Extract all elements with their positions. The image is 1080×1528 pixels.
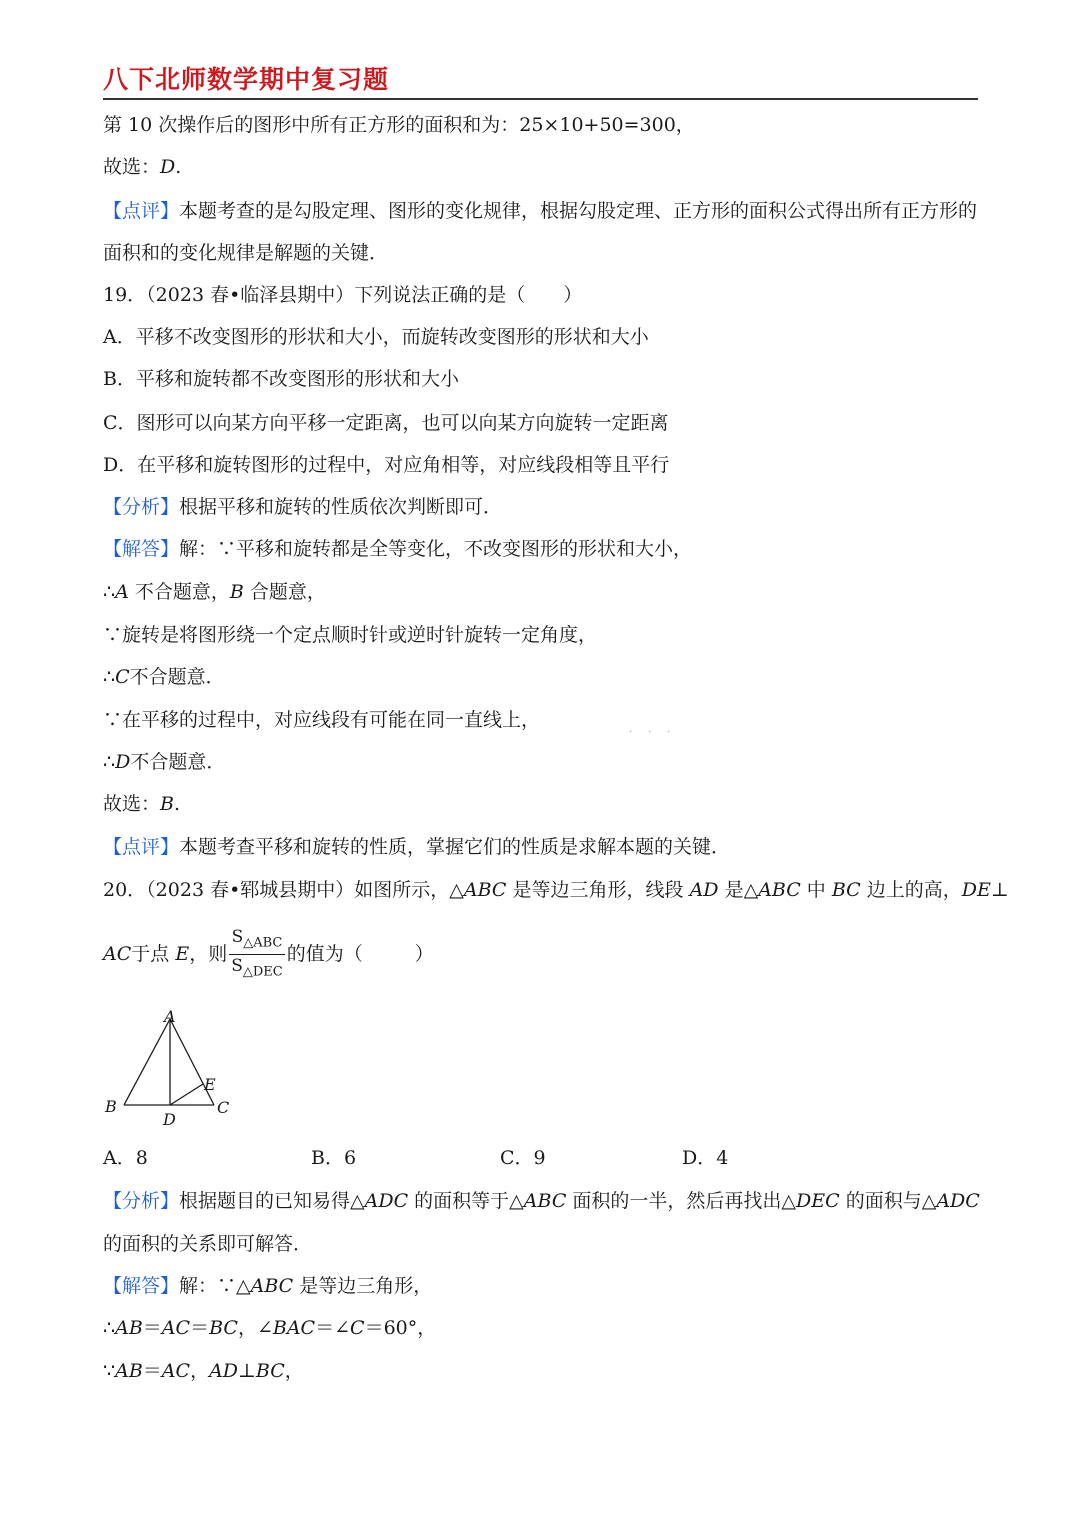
text-line: ∴D不合题意． [103,751,226,773]
segment-de [170,1084,203,1105]
analysis-tag: 【分析】 [103,1190,180,1212]
solution-line: 【解答】解：∵平移和旋转都是全等变化，不改变图形的形状和大小， [103,538,693,560]
comment-line: 【点评】本题考查平移和旋转的性质，掌握它们的性质是求解本题的关键． [103,836,731,858]
text-line: ∴A 不合题意，B 合题意， [103,581,326,603]
q20-option-a: A．8 [103,1147,148,1169]
q19-option-c: C．图形可以向某方向平移一定距离，也可以向某方向旋转一定距离 [103,412,669,434]
comment-line: 【点评】本题考查的是勾股定理、图形的变化规律，根据勾股定理、正方形的面积公式得出所有正方形的 [103,200,978,222]
answer-line: 故选：B. [103,793,181,815]
question-20: 20．（2023 春•郓城县期中）如图所示，△ABC 是等边三角形，线段 AD 是△ABC 中 BC 边上的高，DE⊥ [103,879,1009,901]
solution-line: 【解答】解：∵△ABC 是等边三角形， [103,1275,433,1297]
question-19: 19．（2023 春•临泽县期中）下列说法正确的是（ ） [103,284,583,306]
label-e: E [204,1075,216,1094]
label-a: A [164,1007,176,1026]
label-d: D [163,1110,176,1129]
question-20-cont: AC于点 E，则 $\frac{S_{\triangle ABC}}{S_{\triangle DEC}}$ 的值为（ ） [103,926,434,984]
q19-option-d: D．在平移和旋转图形的过程中，对应角相等，对应线段相等且平行 [103,454,670,476]
q19-option-b: B．平移和旋转都不改变图形的形状和大小 [103,368,459,390]
comment-tag: 【点评】 [103,836,180,858]
text-line: ∴AB＝AC＝BC，∠BAC＝∠C＝60°， [103,1317,437,1339]
text-line: ∵在平移的过程中，对应线段有可能在同一直线上， [103,709,541,731]
text-line: 的面积的关系即可解答． [103,1233,313,1255]
answer-line: 故选：D. [103,156,182,178]
segment-ab [124,1019,170,1105]
q20-option-c: C．9 [500,1147,546,1169]
header-divider [103,98,978,100]
analysis-line: 【分析】根据题目的已知易得△ADC 的面积等于△ABC 面积的一半，然后再找出△DEC 的面积与△ADC [103,1190,980,1212]
label-c: C [217,1098,230,1117]
analysis-line: 【分析】根据平移和旋转的性质依次判断即可． [103,496,503,518]
text-line: ∵AB＝AC，AD⊥BC， [103,1360,304,1382]
solution-tag: 【解答】 [103,1275,180,1297]
text-line: ∵旋转是将图形绕一个定点顺时针或逆时针旋转一定角度， [103,624,598,646]
q19-option-a: A．平移不改变图形的形状和大小，而旋转改变图形的形状和大小 [103,326,649,348]
text-line: 第 10 次操作后的图形中所有正方形的面积和为：25×10+50=300， [103,114,695,136]
area-ratio-fraction: $\frac{S_{\triangle ABC}}{S_{\triangle DEC}}$ [231,927,283,980]
faint-artifact: ··· [628,722,686,741]
triangle-figure [100,1005,250,1130]
analysis-tag: 【分析】 [103,496,180,518]
text-line: 面积和的变化规律是解题的关键． [103,242,389,264]
q20-option-d: D．4 [682,1147,729,1169]
label-b: B [105,1097,117,1116]
text-line: ∴C不合题意． [103,666,225,688]
comment-tag: 【点评】 [103,200,180,222]
solution-tag: 【解答】 [103,538,180,560]
page-title: 八下北师数学期中复习题 [103,65,390,94]
q20-option-b: B．6 [311,1147,357,1169]
